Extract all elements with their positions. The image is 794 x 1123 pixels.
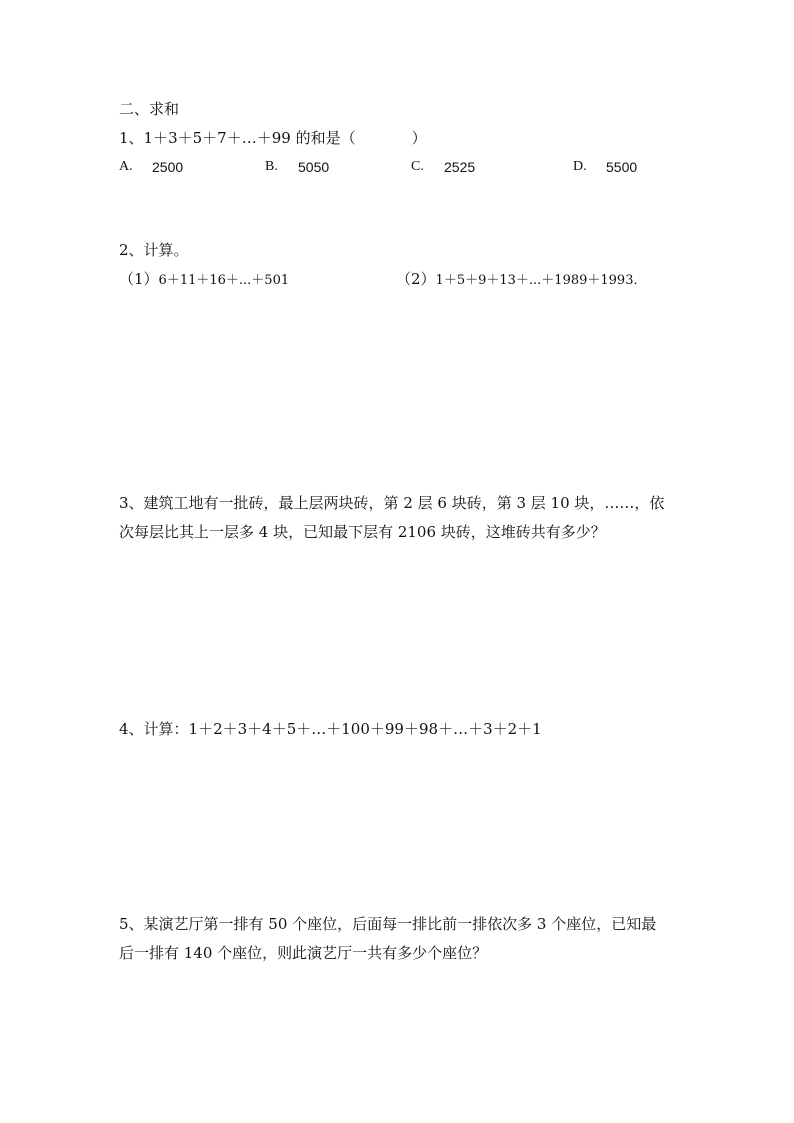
question-5-line-1: 5、某演艺厅第一排有 50 个座位，后面每一排比前一排依次多 3 个座位，已知最 bbox=[119, 915, 657, 933]
section-title: 二、求和 bbox=[119, 100, 180, 118]
option-c-value: 2525 bbox=[444, 159, 476, 175]
question-3-line-2: 次每层比其上一层多 4 块，已知最下层有 2106 块砖，这堆砖共有多少？ bbox=[119, 523, 606, 541]
option-a-letter: A. bbox=[119, 159, 133, 174]
question-4-line-1: 4、计算：1＋2＋3＋4＋5＋…＋100＋99＋98＋…＋3＋2＋1 bbox=[119, 720, 542, 738]
part-1-expression: 6＋11＋16＋...＋501 bbox=[158, 273, 290, 288]
option-b-value: 5050 bbox=[298, 159, 330, 175]
option-b-letter: B. bbox=[265, 159, 278, 174]
option-a-value: 2500 bbox=[152, 159, 184, 175]
question-1-text: 1、1＋3＋5＋7＋…＋99 的和是（ bbox=[119, 129, 356, 147]
question-1-stem bbox=[119, 128, 427, 148]
question-2-stem: 2、计算。 bbox=[119, 241, 189, 259]
part-2-label: （2） bbox=[396, 270, 436, 288]
option-c-letter: C. bbox=[411, 159, 424, 174]
part-1-label: （1） bbox=[119, 270, 159, 288]
question-2-part-1 bbox=[119, 269, 289, 291]
part-2-expression: 1＋5＋9＋13＋...＋1989＋1993． bbox=[435, 273, 647, 288]
option-d-letter: D. bbox=[573, 159, 587, 174]
question-1-close-paren: ） bbox=[411, 129, 427, 147]
option-d-value: 5500 bbox=[606, 159, 638, 175]
question-3-line-1: 3、建筑工地有一批砖，最上层两块砖，第 2 层 6 块砖，第 3 层 10 块，……，依 bbox=[119, 494, 665, 512]
question-2-part-2 bbox=[396, 269, 646, 291]
question-5-line-2: 后一排有 140 个座位，则此演艺厅一共有多少个座位？ bbox=[119, 944, 488, 962]
